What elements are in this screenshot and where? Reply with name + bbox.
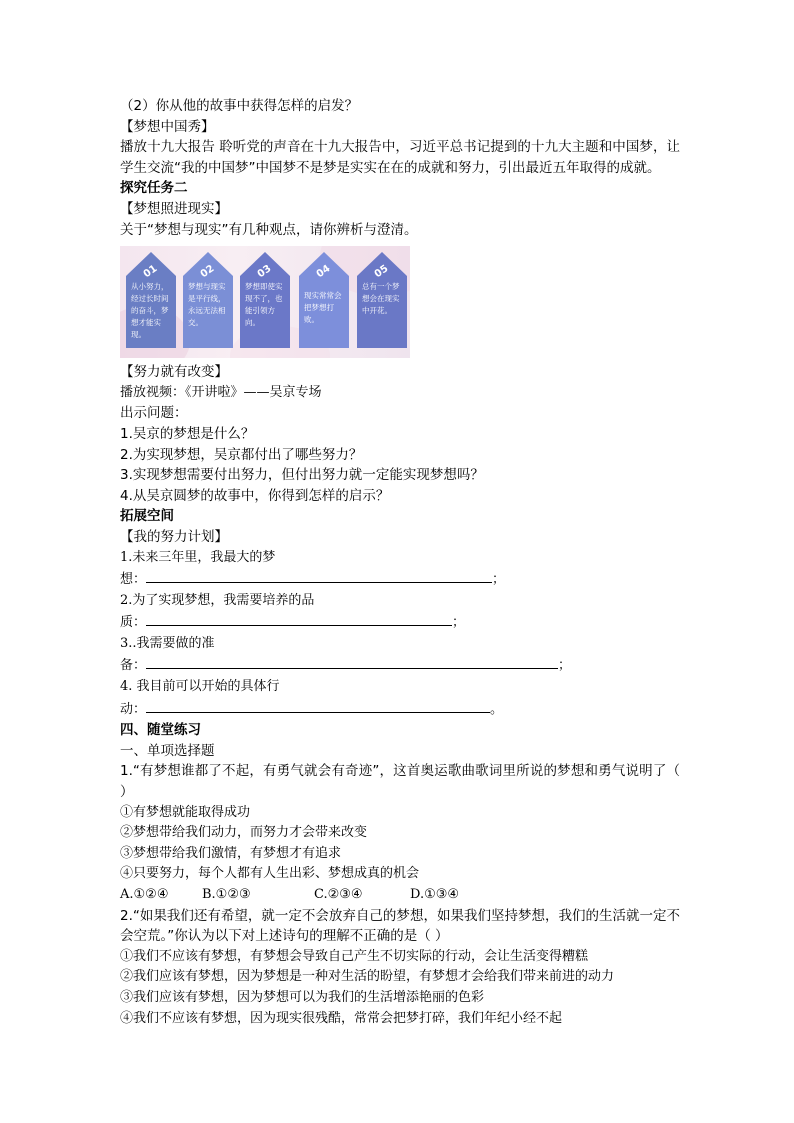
plan-end-2: ； <box>452 615 466 631</box>
effort-change-label: 【努力就有改变】 <box>120 364 228 381</box>
plan-lead-3: 备： <box>120 658 147 674</box>
plan-blank-4[interactable] <box>146 698 490 713</box>
viewpoints-banner <box>120 246 410 358</box>
question-2-line: （2）你从他的故事中获得怎样的启发？ <box>120 98 359 114</box>
plan-lead-1: 想： <box>120 572 147 588</box>
plan-prompt-4: 4. 我目前可以开始的具体行 <box>120 679 280 695</box>
q1-item: ①有梦想就能取得成功 <box>120 804 251 820</box>
q2-item: ①我们不应该有梦想，有梦想会导致自己产生不切实际的行动，会让生活变得糟糕 <box>120 948 589 964</box>
viewpoint-number-3: 03 <box>255 263 274 281</box>
viewpoint-number-4: 04 <box>314 263 333 281</box>
question-item: 3.实现梦想需要付出努力，但付出努力就一定能实现梦想吗？ <box>120 467 484 484</box>
plan-answer-row-1 <box>120 568 680 591</box>
viewpoint-card-1 <box>126 252 176 348</box>
dream-reality-label: 【梦想照进现实】 <box>120 200 228 217</box>
q1-item: ③梦想带给我们激情，有梦想才有追求 <box>120 845 342 861</box>
question-item: 2.为实现梦想，吴京都付出了哪些努力？ <box>120 446 363 463</box>
viewpoint-text-3: 梦想即使实现不了，也能引领方向。 <box>240 276 290 348</box>
plan-end-1: ； <box>492 572 506 588</box>
effort-plan-label: 【我的努力计划】 <box>120 528 228 545</box>
q2-item: ④我们不应该有梦想，因为现实很残酷，常常会把梦打碎，我们年纪小经不起 <box>120 1010 563 1026</box>
plan-end-4: 。 <box>490 701 504 717</box>
q2-item: ③我们应该有梦想，因为梦想可以为我们的生活增添艳丽的色彩 <box>120 989 485 1005</box>
plan-blank-3[interactable] <box>146 654 558 669</box>
dream-china-show-label: 【梦想中国秀】 <box>120 118 215 135</box>
viewpoint-card-2 <box>183 252 233 348</box>
viewpoint-text-1: 从小努力，经过长时间的奋斗，梦想才能实现。 <box>126 276 176 348</box>
q1-option-a[interactable]: A.①②④ <box>120 887 169 902</box>
viewpoint-text-2: 梦想与现实是平行线，永远无法相交。 <box>183 276 233 348</box>
viewpoint-number-5: 05 <box>372 263 391 281</box>
viewpoint-number-2: 02 <box>198 263 217 281</box>
task-2-heading: 探究任务二 <box>120 180 188 197</box>
plan-answer-row-2 <box>120 611 680 634</box>
plan-lead-2: 质： <box>120 615 147 631</box>
plan-answer-row-4 <box>120 698 680 721</box>
q1-options <box>120 885 680 906</box>
questions-label: 出示问题： <box>120 405 188 422</box>
question-item: 4.从吴京圆梦的故事中，你得到怎样的启示？ <box>120 487 390 504</box>
plan-blank-2[interactable] <box>146 611 452 626</box>
video-line: 播放视频：《开讲啦》——吴京专场 <box>120 384 322 400</box>
dream-reality-text: 关于“梦想与现实”有几种观点，请你辨析与澄清。 <box>120 221 418 238</box>
q1-stem: 1.“有梦想谁都了不起，有勇气就会有奇迹”，这首奥运歌曲歌词里所说的梦想和勇气说明了（ ） <box>120 763 680 801</box>
viewpoint-text-4: 现实常常会把梦想打败。 <box>299 276 349 348</box>
q1-option-c[interactable]: C.②③④ <box>314 887 363 902</box>
plan-prompt-2: 2.为了实现梦想，我需要培养的品 <box>120 592 315 608</box>
plan-lead-4: 动： <box>120 701 147 717</box>
plan-prompt-3: 3..我需要做的准 <box>120 635 215 651</box>
practice-heading: 四、随堂练习 <box>120 722 201 739</box>
viewpoint-card-3 <box>240 252 290 348</box>
q2-stem: 2.“如果我们还有希望，就一定不会放弃自己的梦想，如果我们坚持梦想，我们的生活就一定不会空荒。”你认为以下对上述诗句的理解不正确的是（ ） <box>120 907 680 945</box>
question-item: 1.吴京的梦想是什么？ <box>120 425 255 442</box>
plan-answer-row-3 <box>120 654 680 677</box>
q1-option-d[interactable]: D.①③④ <box>410 887 460 902</box>
viewpoint-text-5: 总有一个梦想会在现实中开花。 <box>357 276 407 348</box>
plan-prompt-1: 1.未来三年里，我最大的梦 <box>120 549 276 565</box>
expand-space-heading: 拓展空间 <box>120 508 174 525</box>
single-choice-label: 一、单项选择题 <box>120 742 215 759</box>
viewpoint-card-4 <box>299 252 349 348</box>
q2-item: ②我们应该有梦想，因为梦想是一种对生活的盼望，有梦想才会给我们带来前进的动力 <box>120 969 615 985</box>
report-paragraph: 播放十九大报告 聆听党的声音在十九大报告中，习近平总书记提到的十九大主题和中国梦，让学生交流“我的中国梦”中国梦不是梦是实实在在的成就和努力，引出最近五年取得的成就。 <box>120 139 680 176</box>
plan-end-3: ； <box>558 658 572 674</box>
viewpoint-card-5 <box>357 252 407 348</box>
q1-option-b[interactable]: B.①②③ <box>202 887 251 902</box>
viewpoint-number-1: 01 <box>141 263 160 281</box>
plan-blank-1[interactable] <box>146 568 492 583</box>
document-body <box>120 96 680 1029</box>
q1-item: ④只要努力，每个人都有人生出彩、梦想成真的机会 <box>120 866 420 882</box>
q1-item: ②梦想带给我们动力，而努力才会带来改变 <box>120 825 368 841</box>
